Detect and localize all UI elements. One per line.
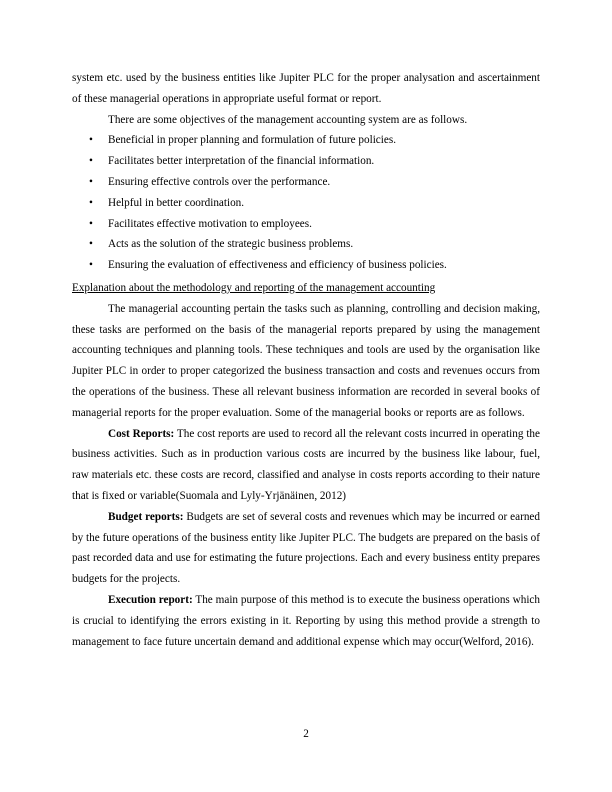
list-item bbox=[72, 172, 540, 193]
list-item bbox=[72, 234, 540, 255]
list-item bbox=[72, 214, 540, 235]
list-item-text: Facilitates better interpretation of the financial information. bbox=[108, 155, 375, 168]
page-number: 2 bbox=[303, 728, 309, 740]
list-item-text: Helpful in better coordination. bbox=[108, 196, 245, 209]
list-item bbox=[72, 255, 540, 276]
cost-reports-text: The cost reports are used to record all the relevant costs incurred in operating the business activities. Such as in production various costs are incurred by the business like labour, fuel, raw materials etc. these costs are record, classified and analyse in costs reports according to their nature that is fixed or variable(Suomala and Lyly-Yrjänäinen, 2012) bbox=[72, 427, 540, 502]
list-item bbox=[72, 130, 540, 151]
objectives-list bbox=[72, 130, 540, 276]
list-item-text: Facilitates effective motivation to employees. bbox=[108, 217, 312, 230]
bullet-icon: • bbox=[89, 134, 93, 147]
cost-reports-paragraph bbox=[72, 424, 540, 507]
list-item bbox=[72, 151, 540, 172]
bullet-icon: • bbox=[89, 155, 93, 168]
intro-continuation-paragraph: system etc. used by the business entities like Jupiter PLC for the proper analysation and ascertainment of these managerial operations in appropriate useful format or report. bbox=[72, 72, 540, 105]
budget-reports-label: Budget reports: bbox=[108, 510, 184, 523]
list-item bbox=[72, 193, 540, 214]
list-item-text: Ensuring effective controls over the performance. bbox=[108, 175, 331, 188]
bullet-icon: • bbox=[89, 238, 93, 251]
list-item-text: Acts as the solution of the strategic business problems. bbox=[108, 238, 354, 251]
objectives-intro-paragraph: There are some objectives of the management accounting system are as follows. bbox=[108, 113, 468, 126]
document-page bbox=[72, 68, 540, 652]
budget-reports-text: Budgets are set of several costs and revenues which may be incurred or earned by the future operations of the business entity like Jupiter PLC. The budgets are prepared on the basis of past recorded data and use for estimating the future projections. Each and every business entity prepares budgets for the projects. bbox=[72, 510, 540, 586]
list-item-text: Ensuring the evaluation of effectiveness and efficiency of business policies. bbox=[108, 259, 447, 272]
bullet-icon: • bbox=[89, 217, 93, 230]
methodology-paragraph: The managerial accounting pertain the tasks such as planning, controlling and decision making, these tasks are performed on the basis of the managerial reports prepared by using the management accounting techniques and planning tools. These techniques and tools are used by the organisation like Jupiter PLC in order to proper categorized the business transaction and costs and revenues occurs from the operations of the business. These all relevant business information are recorded in several books of managerial reports for the proper evaluation. Some of the managerial books or reports are as follows. bbox=[72, 302, 540, 419]
execution-report-label: Execution report: bbox=[108, 593, 193, 606]
cost-reports-label: Cost Reports: bbox=[108, 427, 175, 440]
execution-report-paragraph bbox=[72, 590, 540, 652]
budget-reports-paragraph bbox=[72, 507, 540, 590]
bullet-icon: • bbox=[89, 196, 93, 209]
bullet-icon: • bbox=[89, 175, 93, 188]
bullet-icon: • bbox=[89, 259, 93, 272]
section-heading: Explanation about the methodology and reporting of the management accounting bbox=[72, 281, 436, 294]
list-item-text: Beneficial in proper planning and formulation of future policies. bbox=[108, 134, 396, 147]
execution-report-text: The main purpose of this method is to execute the business operations which is crucial to identifying the errors existing in it. Reporting by using this method provide a strength to management to face future uncertain demand and additional expense which may occur(Welford, 2016). bbox=[72, 593, 540, 648]
